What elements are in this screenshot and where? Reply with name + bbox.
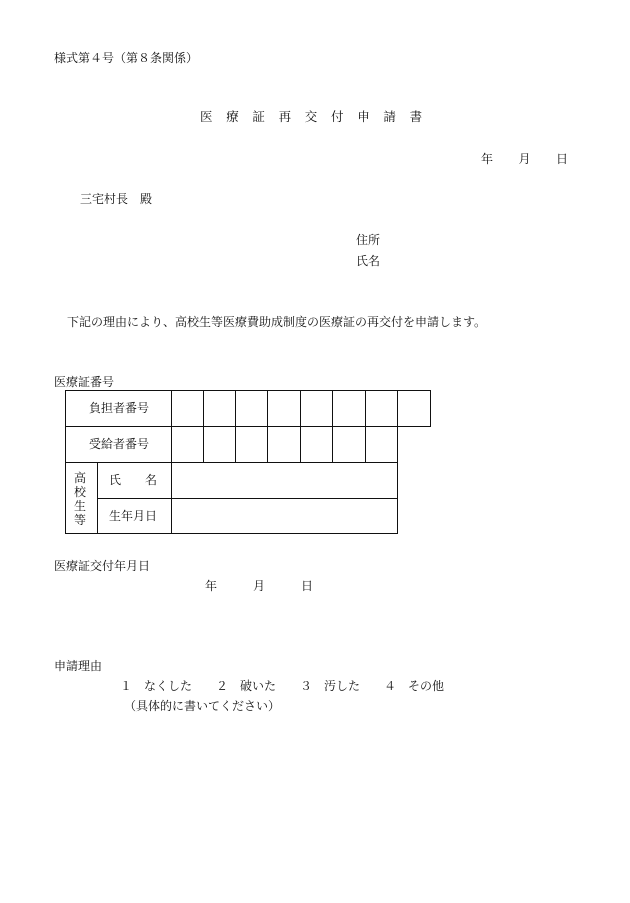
digit-divider bbox=[203, 390, 204, 462]
medical-certificate-table bbox=[65, 390, 431, 534]
student-name-label: 氏 名 bbox=[109, 473, 158, 487]
address-field-label: 住所 bbox=[356, 233, 381, 247]
student-group-char: 校 bbox=[73, 485, 86, 499]
digit-divider bbox=[430, 390, 431, 426]
student-birthdate-input[interactable] bbox=[172, 499, 397, 533]
reason-label: 申請理由 bbox=[54, 659, 103, 673]
digit-divider bbox=[397, 390, 398, 534]
digit-divider bbox=[267, 390, 268, 462]
reason-options[interactable]: １ なくした ２ 破いた ３ 汚した ４ その他 bbox=[120, 679, 445, 693]
student-group-char: 高 bbox=[73, 471, 86, 485]
student-name-input[interactable] bbox=[172, 463, 397, 498]
name-field-label: 氏名 bbox=[356, 254, 381, 268]
table-border bbox=[97, 462, 98, 534]
card-number-label: 医療証番号 bbox=[54, 375, 115, 389]
issue-date-field[interactable]: 年 月 日 bbox=[205, 579, 314, 593]
table-border bbox=[65, 390, 66, 534]
digit-divider bbox=[235, 390, 236, 462]
form-number: 様式第４号（第８条関係） bbox=[54, 51, 199, 65]
application-statement: 下記の理由により、高校生等医療費助成制度の医療証の再交付を申請します。 bbox=[67, 315, 487, 329]
student-group-char: 生 bbox=[73, 499, 86, 513]
digit-divider bbox=[332, 390, 333, 462]
addressee: 三宅村長 殿 bbox=[80, 192, 153, 206]
table-border bbox=[65, 390, 431, 391]
application-date-field[interactable]: 年 月 日 bbox=[481, 152, 569, 166]
issue-date-label: 医療証交付年月日 bbox=[54, 559, 151, 573]
table-border bbox=[65, 533, 398, 534]
burden-holder-number-label: 負担者番号 bbox=[89, 401, 150, 415]
reason-note: （具体的に書いてください） bbox=[124, 699, 281, 713]
student-group-char: 等 bbox=[73, 513, 86, 527]
document-title: 医 療 証 再 交 付 申 請 書 bbox=[200, 109, 423, 124]
student-birthdate-label: 生年月日 bbox=[109, 509, 158, 523]
digit-divider bbox=[300, 390, 301, 462]
student-group-label bbox=[73, 471, 87, 527]
digit-divider bbox=[365, 390, 366, 462]
table-border bbox=[65, 426, 431, 427]
recipient-number-label: 受給者番号 bbox=[89, 437, 150, 451]
